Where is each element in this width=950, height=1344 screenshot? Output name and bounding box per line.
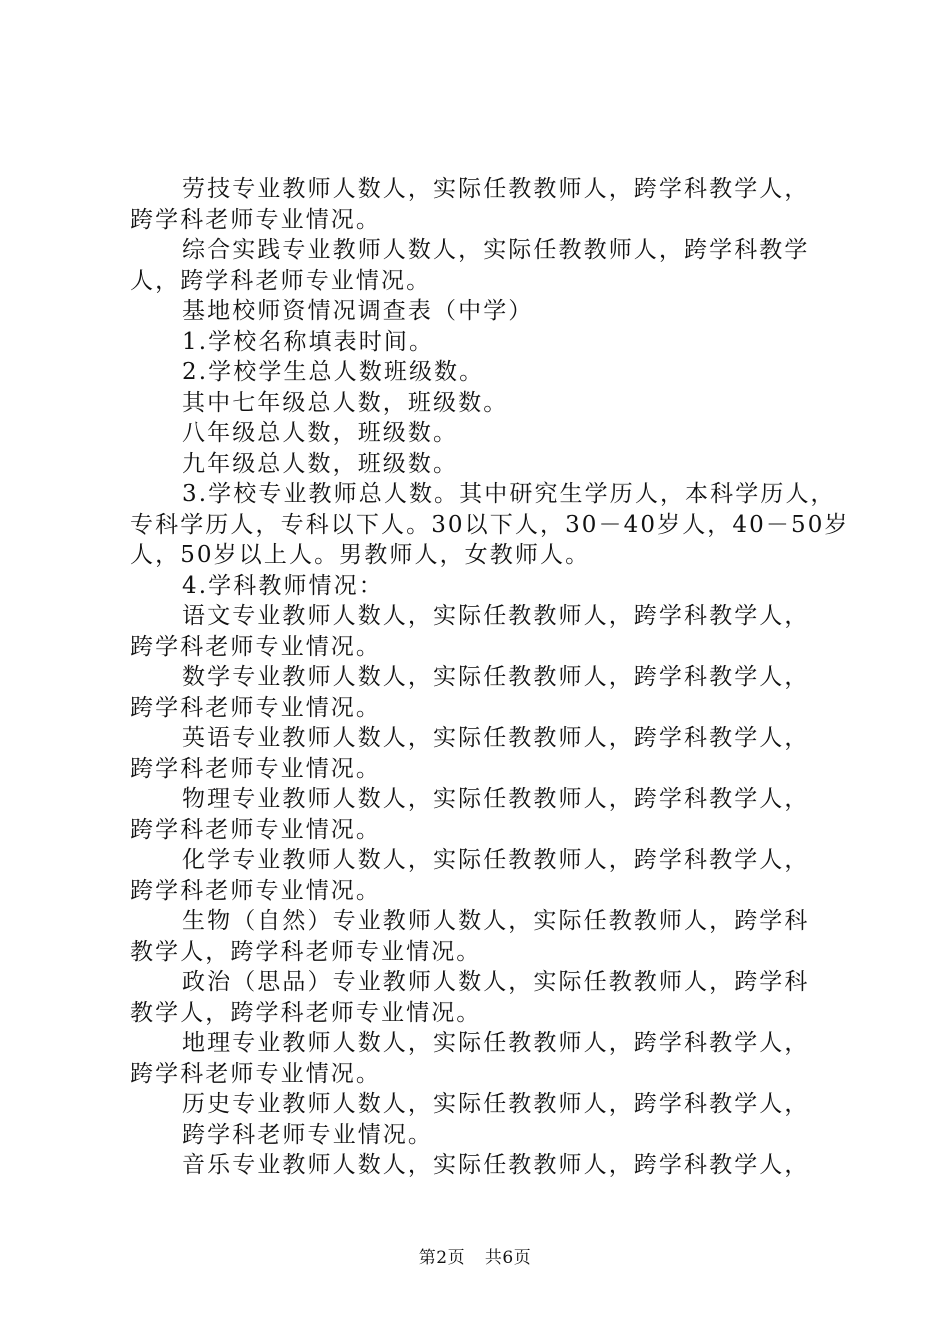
text-line: 八年级总人数，班级数。: [182, 420, 459, 446]
page-number: 第2页: [418, 1248, 466, 1268]
text-line: 英语专业教师人数人，实际任教教师人，跨学科教学人，: [182, 725, 810, 751]
text-line: 跨学科老师专业情况。: [130, 755, 381, 782]
text-line: 1.学校名称填表时间。: [182, 328, 435, 355]
text-line: 数学专业教师人数人，实际任教教师人，跨学科教学人，: [182, 664, 810, 690]
text-line: 跨学科老师专业情况。: [130, 206, 381, 233]
text-line: 专科学历人，专科以下人。30以下人，30－40岁人，40－50岁: [130, 511, 850, 538]
text-line: 语文专业教师人数人，实际任教教师人，跨学科教学人，: [182, 603, 810, 629]
page-footer: [0, 1243, 950, 1268]
text-line: 跨学科老师专业情况。: [130, 694, 381, 721]
text-line: 综合实践专业教师人数人，实际任教教师人，跨学科教学: [182, 237, 810, 263]
text-line: 教学人，跨学科老师专业情况。: [130, 999, 482, 1026]
text-line: 化学专业教师人数人，实际任教教师人，跨学科教学人，: [182, 847, 810, 873]
text-line: 教学人，跨学科老师专业情况。: [130, 938, 482, 965]
text-line: 跨学科老师专业情况。: [130, 877, 381, 904]
text-line: 3.学校专业教师总人数。其中研究生学历人，本科学历人，: [182, 481, 836, 507]
text-line: 跨学科老师专业情况。: [182, 1121, 433, 1148]
text-line: 跨学科老师专业情况。: [130, 816, 381, 843]
text-line: 4.学科教师情况：: [182, 572, 384, 599]
text-line: 生物（自然）专业教师人数人，实际任教教师人，跨学科: [182, 908, 810, 934]
text-line: 跨学科老师专业情况。: [130, 1060, 381, 1087]
text-line: 物理专业教师人数人，实际任教教师人，跨学科教学人，: [182, 786, 810, 812]
text-line: 劳技专业教师人数人，实际任教教师人，跨学科教学人，: [182, 176, 810, 202]
text-line: 九年级总人数，班级数。: [182, 450, 459, 477]
text-line: 基地校师资情况调查表（中学）: [182, 298, 534, 324]
text-line: 地理专业教师人数人，实际任教教师人，跨学科教学人，: [182, 1030, 810, 1056]
text-line: 其中七年级总人数，班级数。: [182, 389, 509, 416]
text-line: 人，50岁以上人。男教师人，女教师人。: [130, 542, 591, 568]
text-line: 跨学科老师专业情况。: [130, 633, 381, 660]
document-body: [130, 174, 850, 1181]
text-line: 音乐专业教师人数人，实际任教教师人，跨学科教学人，: [182, 1152, 810, 1178]
text-line: 人，跨学科老师专业情况。: [130, 267, 432, 294]
page-total: 共6页: [484, 1248, 532, 1268]
text-line: 历史专业教师人数人，实际任教教师人，跨学科教学人，: [182, 1091, 810, 1117]
text-line: 2.学校学生总人数班级数。: [182, 359, 485, 385]
text-line: 政治（思品）专业教师人数人，实际任教教师人，跨学科: [182, 969, 810, 995]
